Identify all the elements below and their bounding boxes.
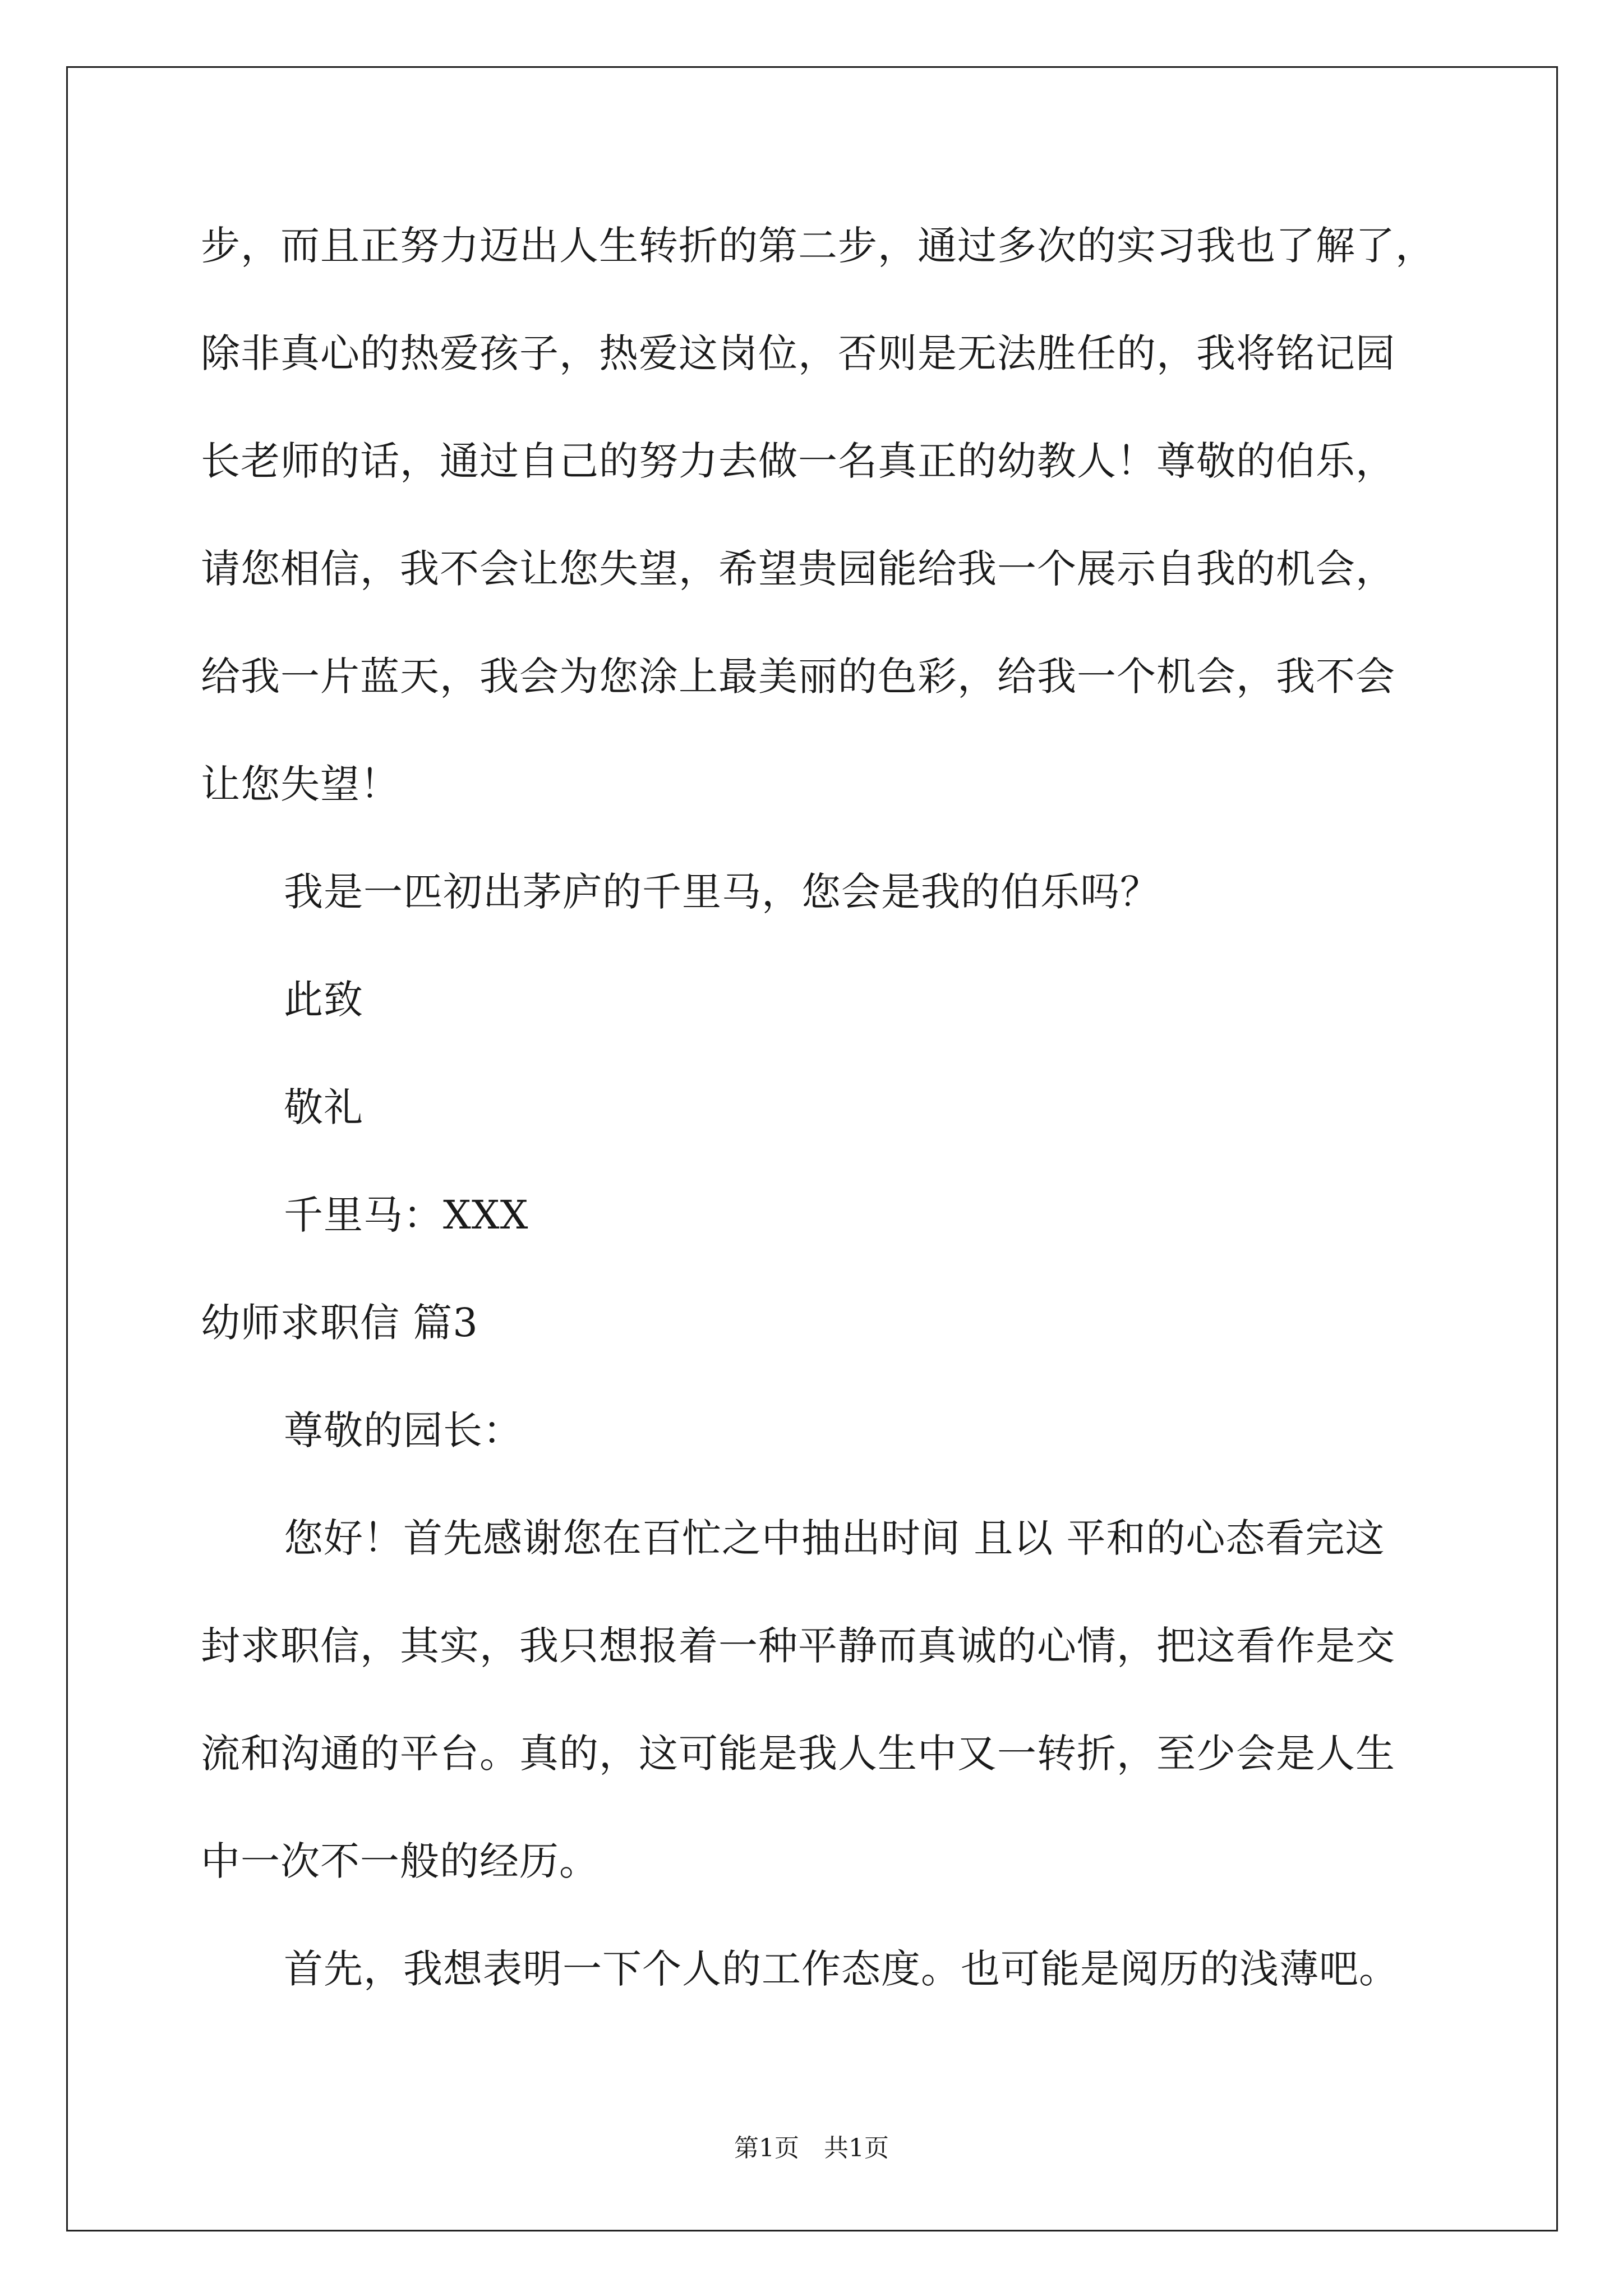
text-line: 中一次不一般的经历。 bbox=[201, 1838, 599, 1884]
text-line: 请您相信，我不会让您失望，希望贵园能给我一个展示自我的机会， bbox=[201, 546, 1395, 592]
text-line: 首先，我想表明一下个人的工作态度。也可能是阅历的浅薄吧。 bbox=[284, 1946, 1399, 1992]
page-border bbox=[66, 66, 1558, 2231]
section-heading: 幼师求职信 篇3 bbox=[201, 1300, 478, 1346]
closing-salutation: 此致 bbox=[284, 977, 363, 1023]
signature-line: 千里马：XXX bbox=[284, 1192, 529, 1238]
greeting: 尊敬的园长： bbox=[284, 1407, 523, 1453]
text-line: 让您失望！ bbox=[201, 761, 400, 807]
text-line: 给我一片蓝天，我会为您涂上最美丽的色彩，给我一个机会，我不会 bbox=[201, 654, 1395, 700]
closing-regards: 敬礼 bbox=[284, 1084, 363, 1130]
text-line: 流和沟通的平台。真的，这可能是我人生中又一转折，至少会是人生 bbox=[201, 1731, 1395, 1777]
text-line: 封求职信，其实，我只想报着一种平静而真诚的心情，把这看作是交 bbox=[201, 1623, 1395, 1669]
text-line: 长老师的话，通过自己的努力去做一名真正的幼教人！尊敬的伯乐， bbox=[201, 438, 1395, 484]
text-line: 您好！首先感谢您在百忙之中抽出时间 且以 平和的心态看完这 bbox=[284, 1515, 1385, 1561]
text-line: 我是一匹初出茅庐的千里马，您会是我的伯乐吗？ bbox=[284, 869, 1160, 915]
text-line: 除非真心的热爱孩子，热爱这岗位，否则是无法胜任的，我将铭记园 bbox=[201, 330, 1395, 376]
page-footer: 第1页 共1页 bbox=[734, 2134, 889, 2162]
text-line: 步，而且正努力迈出人生转折的第二步，通过多次的实习我也了解了， bbox=[201, 223, 1435, 269]
